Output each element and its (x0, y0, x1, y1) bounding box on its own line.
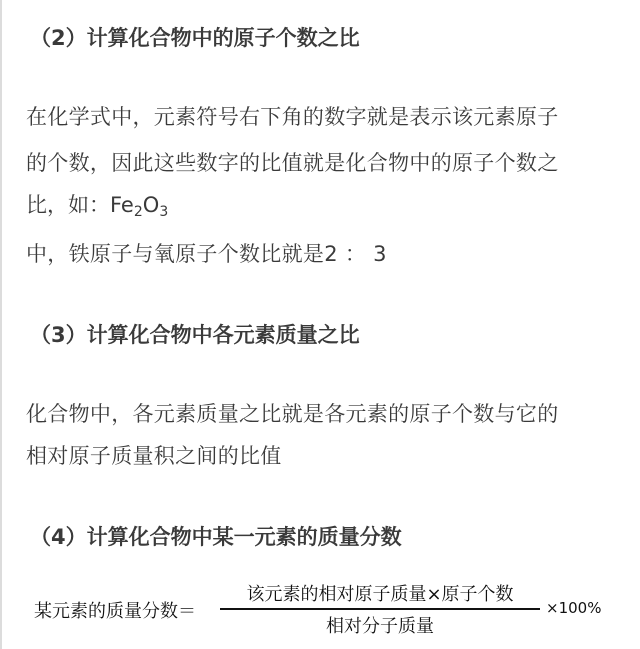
section-3-heading: （3）计算化合物中各元素质量之比 (30, 323, 360, 347)
section-3-line-2: 相对原子质量积之间的比值 (26, 444, 282, 468)
section-2-heading: （2）计算化合物中的原子个数之比 (30, 26, 360, 50)
section-2-line-2: 的个数，因此这些数字的比值就是化合物中的原子个数之 (26, 151, 559, 175)
formula-prefix: 比，如： (26, 193, 110, 217)
chem-formula-fe2o3 (110, 193, 169, 220)
element-fe: Fe (110, 193, 134, 217)
subscript-2: 2 (133, 204, 143, 220)
formula-rhs: ×100% (546, 599, 602, 617)
section-2-line-1: 在化学式中，元素符号右下角的数字就是表示该元素原子 (26, 105, 559, 129)
page-left-border (0, 0, 2, 649)
formula-denominator: 相对分子质量 (326, 616, 434, 637)
subscript-3: 3 (159, 204, 169, 220)
section-2-formula-line (26, 189, 168, 220)
mass-fraction-formula (34, 580, 624, 640)
section-3-line-1: 化合物中，各元素质量之比就是各元素的原子个数与它的 (26, 402, 559, 426)
formula-lhs: 某元素的质量分数＝ (34, 601, 196, 622)
section-4-heading: （4）计算化合物中某一元素的质量分数 (30, 525, 402, 549)
element-o: O (142, 193, 160, 217)
section-2-ratio-line: 中，铁原子与氧原子个数比就是2 ： 3 (26, 242, 387, 266)
fraction-bar (220, 608, 540, 610)
formula-numerator: 该元素的相对原子质量×原子个数 (246, 584, 514, 605)
